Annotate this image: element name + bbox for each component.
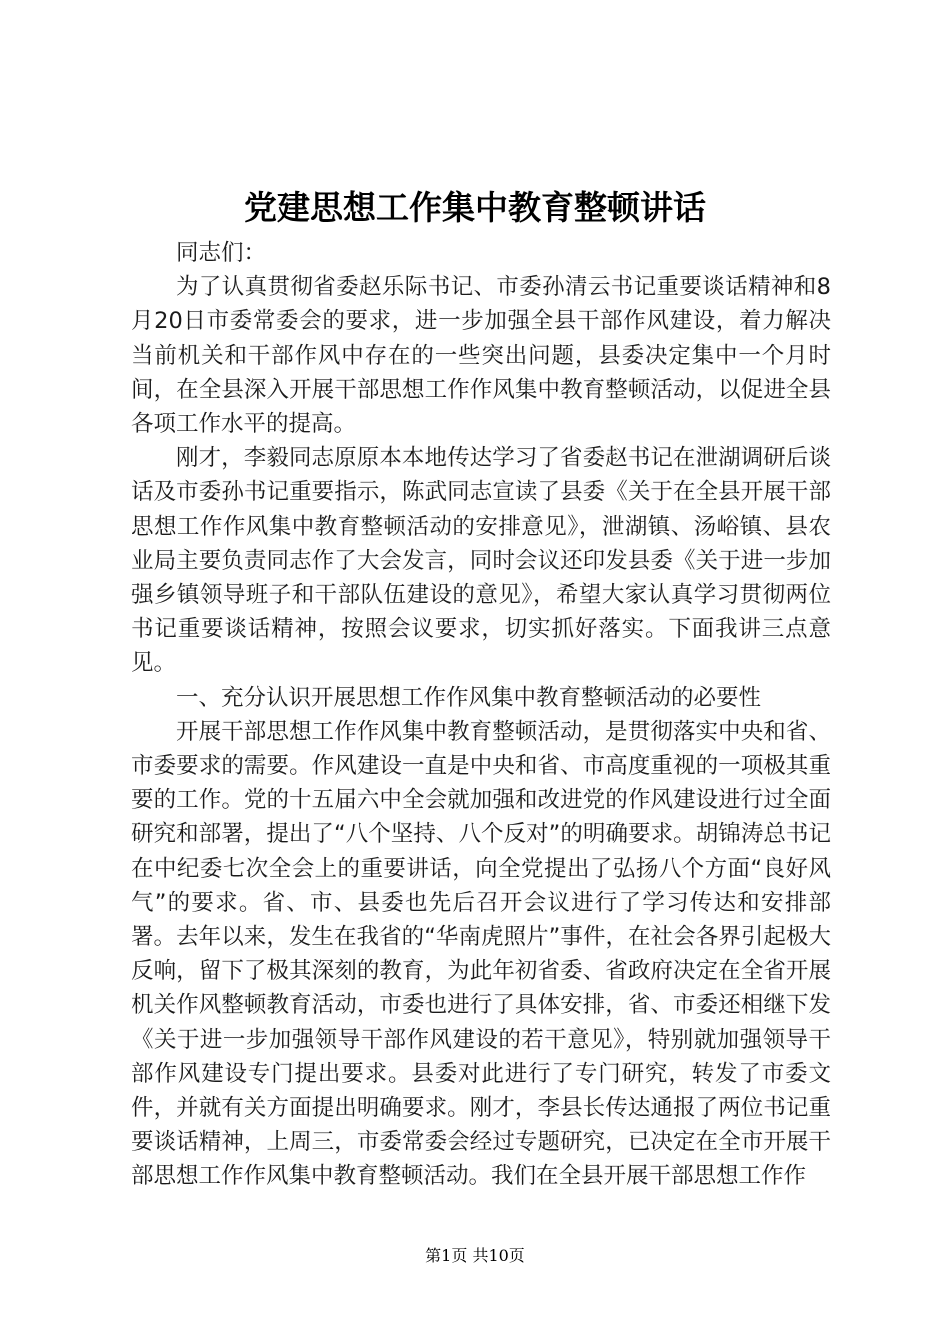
body-paragraph: 开展干部思想工作作风集中教育整顿活动，是贯彻落实中央和省、市委要求的需要。作风建设一直是中央和省、市高度重视的一项极其重要的工作。党的十五届六中全会就加强和改进党的作风建设进行过全面研究和部署，提出了“八个坚持、八个反对”的明确要求。胡锦涛总书记在中纪委七次全会上的重要讲话，向全党提出了弘扬八个方面“良好风气”的要求。省、市、县委也先后召开会议进行了学习传达和安排部署。去年以来，发生在我省的“华南虎照片”事件，在社会各界引起极大反响，留下了极其深刻的教育，为此年初省委、省政府决定在全省开展机关作风整顿教育活动，市委也进行了具体安排，省、市委还相继下发《关于进一步加强领导干部作风建设的若干意见》，特别就加强领导干部作风建设专门提出要求。县委对此进行了专门研究，转发了市委文件，并就有关方面提出明确要求。刚才，李县长传达通报了两位书记重要谈话精神，上周三，市委常委会经过专题研究，已决定在全市开展干部思想工作作风集中教育整顿活动。我们在全县开展干部思想工作作 xyxy=(131,718,831,1190)
body-paragraph: 刚才，李毅同志原原本本地传达学习了省委赵书记在泄湖调研后谈话及市委孙书记重要指示，陈武同志宣读了县委《关于在全县开展干部思想工作作风集中教育整顿活动的安排意见》，泄湖镇、汤峪镇、县农业局主要负责同志作了大会发言，同时会议还印发县委《关于进一步加强乡镇领导班子和干部队伍建设的意见》，希望大家认真学习贯彻两位书记重要谈话精神，按照会议要求，切实抓好落实。下面我讲三点意见。 xyxy=(131,445,831,677)
salutation-paragraph: 同志们： xyxy=(176,240,267,266)
body-paragraph: 为了认真贯彻省委赵乐际书记、市委孙清云书记重要谈话精神和8月20日市委常委会的要求，进一步加强全县干部作风建设，着力解决当前机关和干部作风中存在的一些突出问题，县委决定集中一个月时间，在全县深入开展干部思想工作作风集中教育整顿活动，以促进全县各项工作水平的提高。 xyxy=(131,274,831,438)
document-title: 党建思想工作集中教育整顿讲话 xyxy=(244,188,706,227)
document-body xyxy=(131,236,831,1194)
section-heading: 一、充分认识开展思想工作作风集中教育整顿活动的必要性 xyxy=(176,684,762,711)
page-number-footer: 第1页 共10页 xyxy=(425,1246,525,1265)
